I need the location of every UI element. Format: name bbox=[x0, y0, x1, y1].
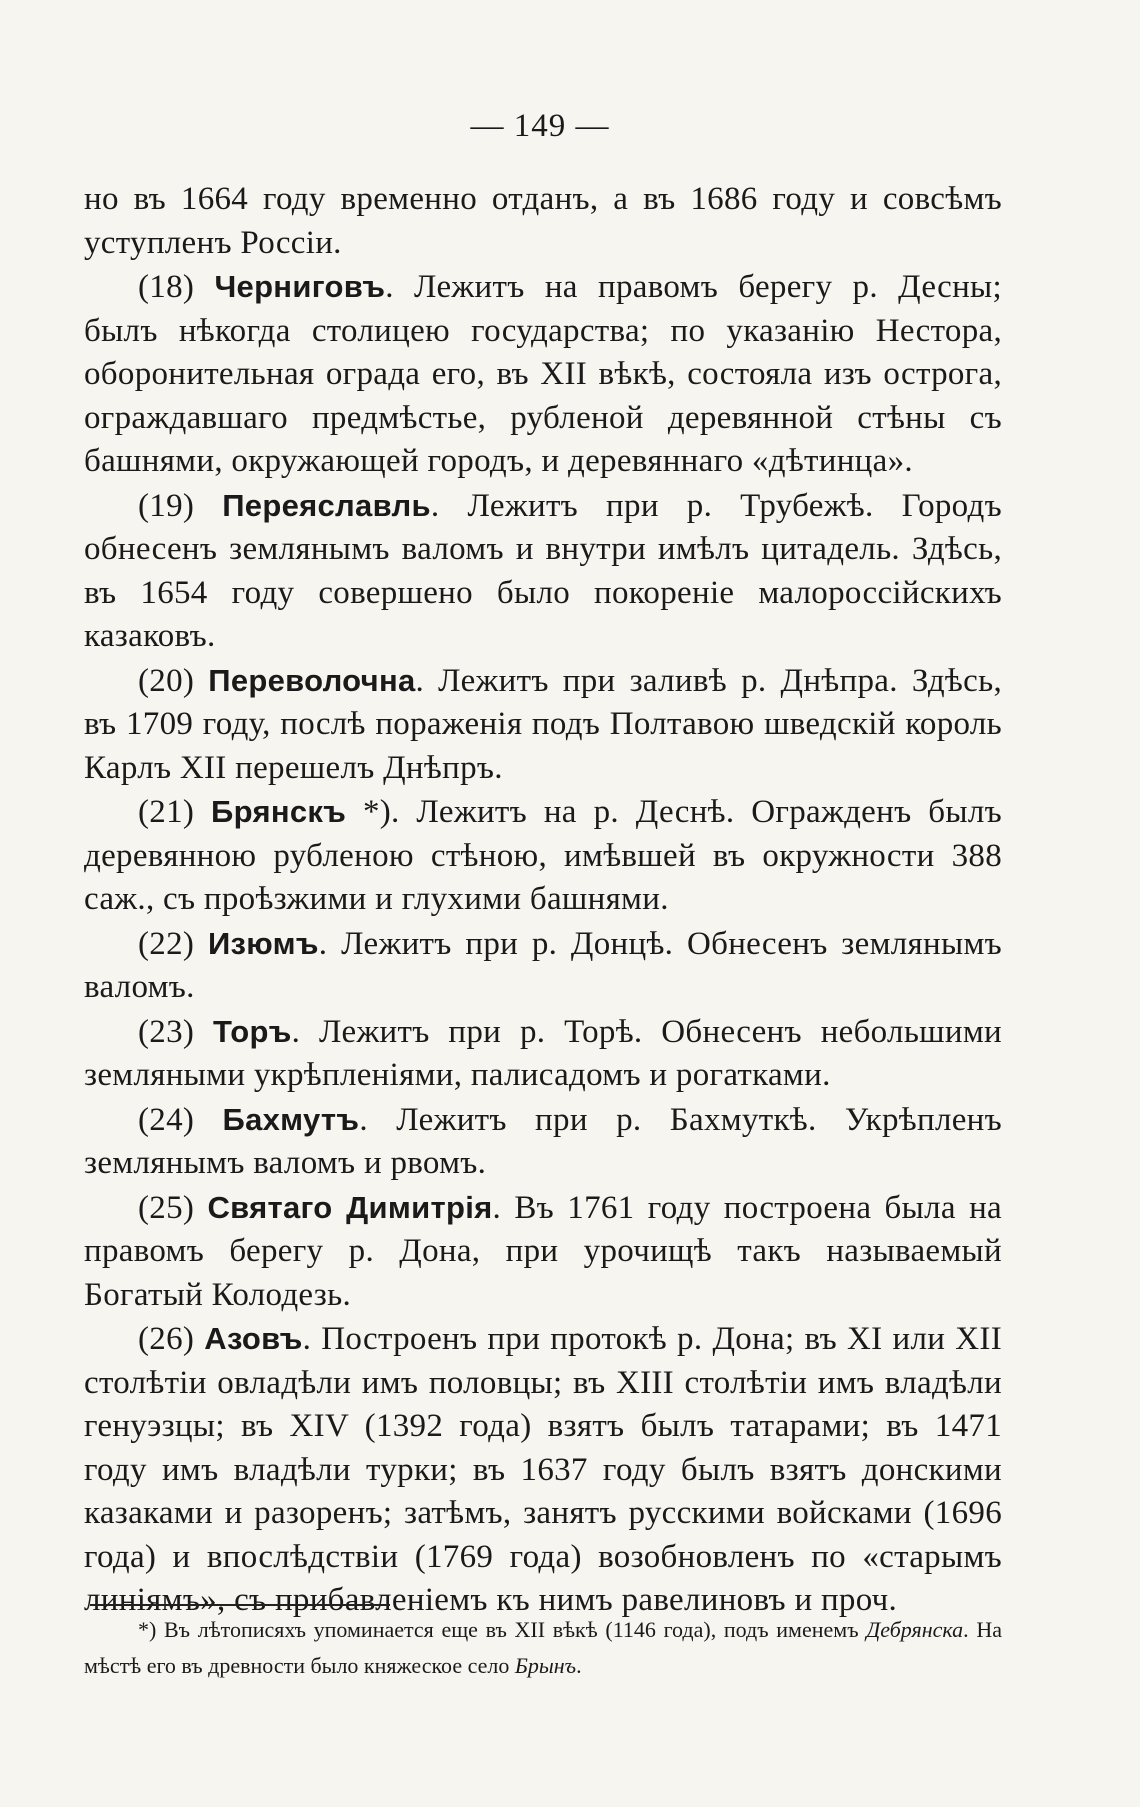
entry-number: (18) bbox=[138, 269, 195, 305]
entry-text: Лежитъ на р. Деснѣ. Огражденъ былъ деревянною рубленою стѣною, имѣвшей въ окружности 388 саж., съ проѣзжими и глухими башнями. bbox=[84, 794, 1002, 917]
entry-24 bbox=[84, 1098, 1002, 1186]
entry-26 bbox=[84, 1317, 1002, 1623]
footnote-part: . На мѣстѣ его въ древности было княжеское село bbox=[84, 1617, 1003, 1678]
entry-text: Лежитъ при р. Бахмуткѣ. Укрѣпленъ землянымъ валомъ и рвомъ. bbox=[84, 1101, 1002, 1181]
entry-text: Лежитъ при р. Торѣ. Обнесенъ небольшими земляными укрѣпленіями, палисадомъ и рогатками. bbox=[84, 1013, 1002, 1093]
footnote-italic-name: Брынъ bbox=[514, 1653, 577, 1678]
entry-name: Изюмъ bbox=[207, 925, 319, 961]
entry-separator: . bbox=[492, 1189, 502, 1226]
entry-separator: . bbox=[318, 925, 328, 962]
opening-paragraph: но въ 1664 году временно отданъ, а въ 1686 году и совсѣмъ уступленъ Россіи. bbox=[84, 181, 1002, 261]
entry-separator: . bbox=[430, 487, 440, 524]
entry-name: Азовъ bbox=[204, 1321, 303, 1356]
entry-separator: *). bbox=[346, 794, 400, 830]
main-text bbox=[84, 178, 1002, 1623]
entry-number: (26) bbox=[138, 1321, 195, 1357]
entry-18 bbox=[84, 265, 1002, 484]
entry-25 bbox=[84, 1186, 1002, 1318]
entry-number: (25) bbox=[138, 1189, 195, 1226]
entry-text: Лежитъ при р. Донцѣ. Обнесенъ землянымъ валомъ. bbox=[84, 925, 1002, 1005]
entry-number: (20) bbox=[138, 662, 195, 699]
entry-number: (23) bbox=[138, 1013, 195, 1050]
entry-name: Святаго Димитрія bbox=[207, 1189, 493, 1225]
entry-separator: . bbox=[385, 269, 394, 305]
entry-name: Бахмутъ bbox=[222, 1101, 360, 1137]
entry-separator: . bbox=[291, 1013, 301, 1050]
entry-22 bbox=[84, 922, 1002, 1010]
footnote-text bbox=[84, 1612, 1002, 1684]
entry-name: Переволочна bbox=[208, 662, 416, 698]
entry-name: Торъ bbox=[213, 1013, 292, 1049]
footnote bbox=[84, 1612, 1002, 1684]
entry-separator: . bbox=[302, 1321, 312, 1357]
entry-text: Построенъ при протокѣ р. Дона; въ XI или XII столѣтіи овладѣли имъ половцы; въ XIII столѣтіи имъ владѣли генуэзцы; въ XIV (1392 года) взятъ былъ татарами; въ 1471 году имъ владѣли турки; въ 1637 году былъ взятъ донскими казаками и разоренъ; затѣмъ, занятъ русскими войсками (1696 года) и впослѣдствіи (1769 года) возобновленъ по «старымъ линіямъ», съ прибавленіемъ къ нимъ равелиновъ и проч. bbox=[84, 1321, 1002, 1618]
footnote-part: *) Въ лѣтописяхъ упоминается еще въ XII вѣкѣ (1146 года), подъ именемъ bbox=[138, 1617, 867, 1642]
entry-name: Черниговъ bbox=[214, 269, 386, 304]
entry-name: Переяславль bbox=[222, 487, 431, 523]
footnote-divider bbox=[90, 1604, 390, 1606]
entry-23 bbox=[84, 1010, 1002, 1098]
entry-name: Брянскъ bbox=[211, 794, 347, 829]
entry-text: Лежитъ на правомъ берегу р. Десны; былъ нѣкогда столицею государства; по указанію Нестора, оборонительная ограда его, въ XII вѣкѣ, состояла изъ острога, ограждавшаго предмѣстье, рубленой деревянной стѣны съ башнями, окружающей городъ, и деревяннаго «дѣтинца». bbox=[84, 269, 1002, 479]
entry-21 bbox=[84, 790, 1002, 922]
entry-number: (19) bbox=[138, 487, 195, 524]
entry-text: Лежитъ при р. Трубежѣ. Городъ обнесенъ землянымъ валомъ и внутри имѣлъ цитадель. Здѣсь, въ 1654 году совершено было покореніе малороссійскихъ казаковъ. bbox=[84, 487, 1002, 654]
footnote-italic-name: Дебрянска bbox=[866, 1617, 964, 1642]
page-number: — 149 — bbox=[470, 108, 610, 144]
entry-20 bbox=[84, 659, 1002, 791]
entry-separator: . bbox=[415, 662, 425, 699]
entry-text: Въ 1761 году построена была на правомъ берегу р. Дона, при урочищѣ такъ называемый Богатый Колодезь. bbox=[84, 1189, 1002, 1313]
entry-19 bbox=[84, 484, 1002, 659]
entry-separator: . bbox=[359, 1101, 368, 1138]
footnote-part: . bbox=[576, 1653, 582, 1678]
entry-number: (21) bbox=[138, 794, 195, 830]
entry-number: (22) bbox=[138, 925, 195, 962]
entry-text: Лежитъ при заливѣ р. Днѣпра. Здѣсь, въ 1709 году, послѣ пораженія подъ Полтавою шведскій король Карлъ XII перешелъ Днѣпръ. bbox=[84, 662, 1002, 786]
entry-number: (24) bbox=[138, 1101, 195, 1138]
